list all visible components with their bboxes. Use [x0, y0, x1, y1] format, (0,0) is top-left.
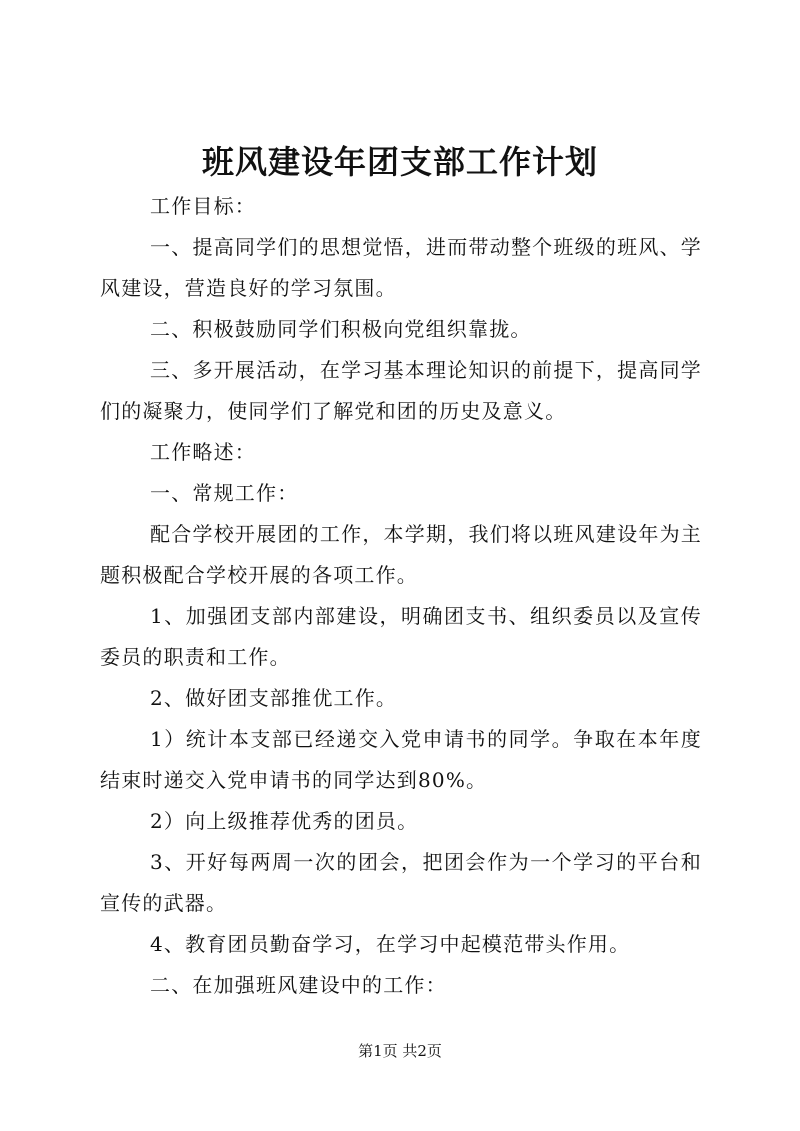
paragraph-routine-heading: 一、常规工作：	[150, 481, 299, 505]
paragraph-item-1: 1、加强团支部内部建设，明确团支书、组织委员以及宣传委员的职责和工作。	[100, 604, 702, 669]
paragraph-item-2: 2、做好团支部推优工作。	[150, 686, 398, 710]
paragraph-item-2-sub-2: 2）向上级推荐优秀的团员。	[150, 809, 419, 833]
paragraph-item-4: 4、教育团员勤奋学习，在学习中起模范带头作用。	[150, 932, 631, 956]
paragraph-style-heading: 二、在加强班风建设中的工作：	[150, 973, 447, 997]
paragraph-item-3: 3、开好每两周一次的团会，把团会作为一个学习的平台和宣传的武器。	[100, 850, 702, 915]
page-number-footer: 第1页 共2页	[358, 1042, 442, 1060]
paragraph-goals-heading: 工作目标：	[150, 194, 256, 218]
paragraph-goal-1: 一、提高同学们的思想觉悟，进而带动整个班级的班风、学风建设，营造良好的学习氛围。	[100, 235, 702, 300]
paragraph-summary-heading: 工作略述：	[150, 440, 256, 464]
paragraph-goal-3: 三、多开展活动，在学习基本理论知识的前提下，提高同学们的凝聚力，使同学们了解党和团的历史及意义。	[100, 358, 702, 423]
document-body	[100, 186, 702, 1006]
paragraph-routine-intro: 配合学校开展团的工作，本学期，我们将以班风建设年为主题积极配合学校开展的各项工作。	[100, 522, 702, 587]
paragraph-item-2-sub-1: 1）统计本支部已经递交入党申请书的同学。争取在本年度结束时递交入党申请书的同学达到80%。	[100, 727, 702, 792]
paragraph-goal-2: 二、积极鼓励同学们积极向党组织靠拢。	[150, 317, 532, 341]
document-title: 班风建设年团支部工作计划	[201, 143, 598, 181]
